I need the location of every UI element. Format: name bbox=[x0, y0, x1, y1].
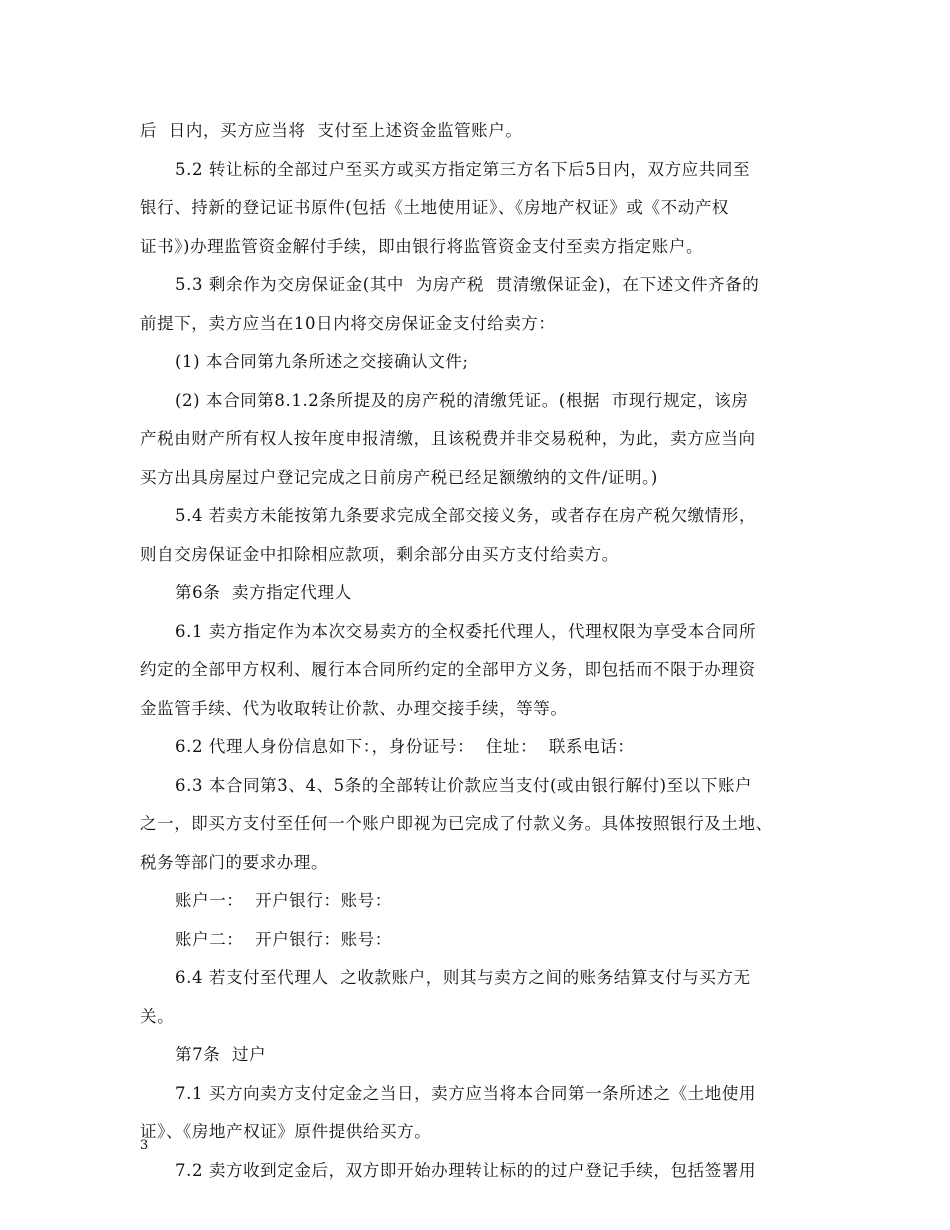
text-line: 5.4 若卖方未能按第九条要求完成全部交接义务，或者存在房产税欠缴情形， bbox=[175, 506, 757, 525]
text-line: 证》、《房地产权证》原件提供给买方。 bbox=[140, 1122, 432, 1141]
text-line: 7.1 买方向卖方支付定金之当日，卖方应当将本合同第一条所述之《土地使用 bbox=[175, 1083, 757, 1103]
text-line: 买方出具房屋过户登记完成之日前房产税已经足额缴纳的文件/证明。) bbox=[140, 467, 658, 487]
text-line: 账户一： 开户银行：账号： bbox=[175, 891, 392, 910]
text-line: 6.4 若支付至代理人 之收款账户，则其与卖方之间的账务结算支付与买方无 bbox=[175, 968, 751, 987]
text-line: 产税由财产所有权人按年度申报清缴，且该税费并非交易税种，为此，卖方应当向 bbox=[140, 429, 756, 448]
text-line: 约定的全部甲方权利、履行本合同所约定的全部甲方义务，即包括而不限于办理资 bbox=[140, 660, 756, 679]
body-text bbox=[140, 112, 812, 1190]
text-line: (1) 本合同第九条所述之交接确认文件; bbox=[175, 352, 469, 371]
text-line: 之一，即买方支付至任何一个账户即视为已完成了付款义务。具体按照银行及土地、 bbox=[140, 814, 773, 833]
text-line: 6.2 代理人身份信息如下：，身份证号： 住址： 联系电话： bbox=[175, 737, 635, 756]
text-line: 金监管手续、代为收取转让价款、办理交接手续，等等。 bbox=[140, 698, 568, 718]
section-heading: 第7条 过户 bbox=[175, 1045, 267, 1064]
text-line: (2) 本合同第8.1.2条所提及的房产税的清缴凭证。(根据 市现行规定，该房 bbox=[175, 390, 749, 410]
text-line: 证书》)办理监管资金解付手续，即由银行将监管资金支付至卖方指定账户。 bbox=[140, 236, 704, 256]
text-line: 7.2 卖方收到定金后，双方即开始办理转让标的的过户登记手续，包括签署用 bbox=[175, 1160, 757, 1180]
text-line: 则自交房保证金中扣除相应款项，剩余部分由买方支付给卖方。 bbox=[140, 544, 619, 564]
text-line: 6.3 本合同第3、4、5条的全部转让价款应当支付(或由银行解付)至以下账户 bbox=[175, 775, 753, 795]
text-line: 5.3 剩余作为交房保证金(其中 为房产税 贯清缴保证金)，在下述文件齐备的 bbox=[175, 275, 760, 294]
text-line: 税务等部门的要求办理。 bbox=[140, 852, 329, 872]
text-line: 5.2 转让标的全部过户至买方或买方指定第三方名下后5日内，双方应共同至 bbox=[175, 159, 751, 179]
text-line: 银行、持新的登记证书原件(包括《土地使用证》、《房地产权证》或《不动产权 bbox=[140, 198, 730, 217]
text-line: 后 日内，买方应当将 支付至上述资金监管账户。 bbox=[140, 121, 523, 140]
section-heading: 第6条 卖方指定代理人 bbox=[175, 583, 352, 602]
text-line: 账户二： 开户银行：账号： bbox=[175, 929, 392, 949]
text-line: 前提下，卖方应当在10日内将交房保证金支付给卖方： bbox=[140, 313, 556, 333]
page-number: 3 bbox=[140, 1138, 149, 1153]
text-line: 关。 bbox=[140, 1006, 175, 1026]
text-line: 6.1 卖方指定作为本次交易卖方的全权委托代理人，代理权限为享受本合同所 bbox=[175, 621, 757, 641]
